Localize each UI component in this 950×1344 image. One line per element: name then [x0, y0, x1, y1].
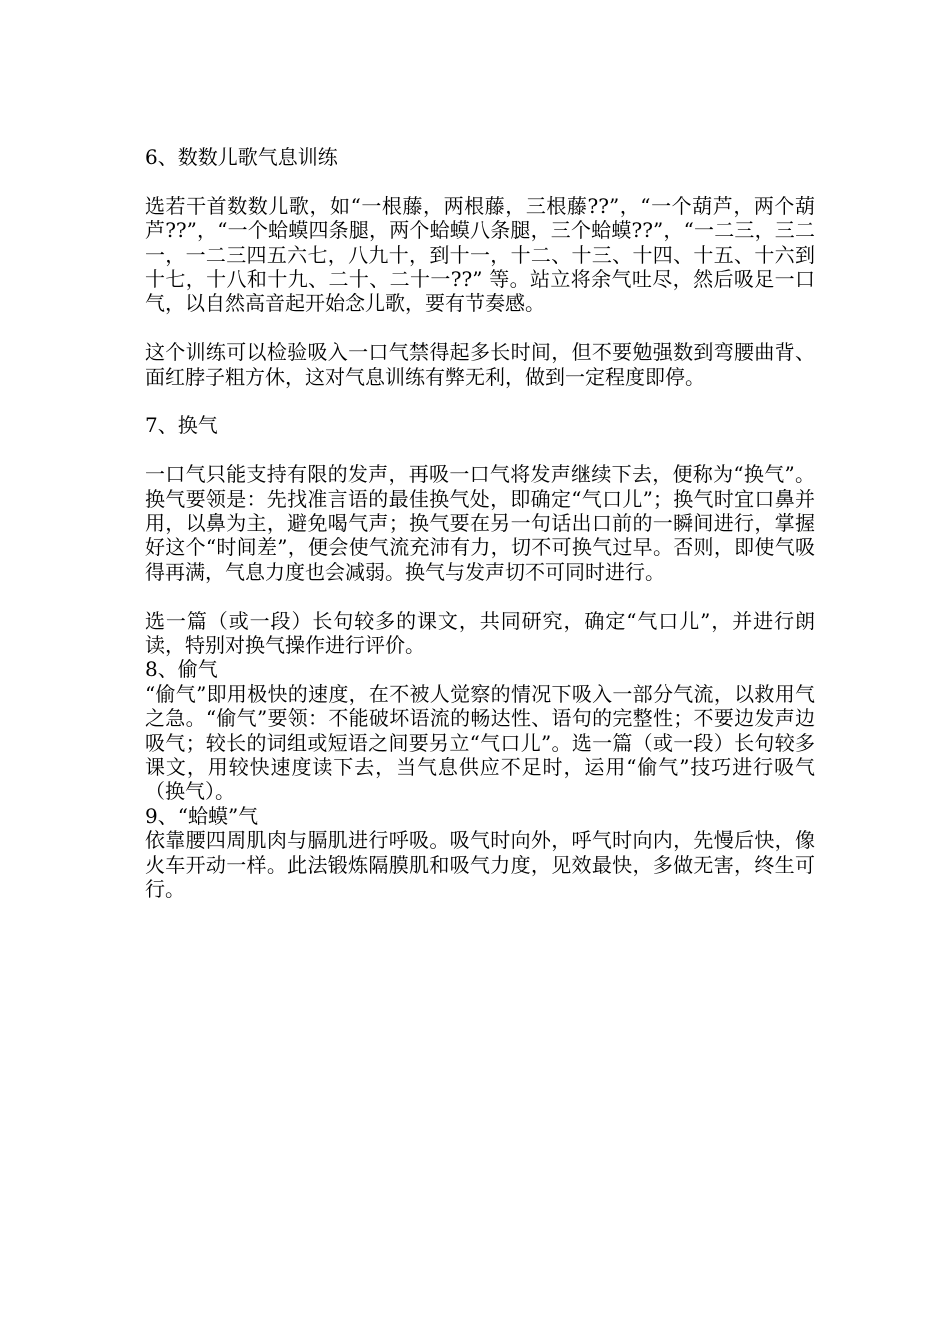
section-6-paragraph-1: 选若干首数数儿歌，如“一根藤，两根藤，三根藤??”，“一个葫芦，两个葫芦??”，“一个蛤蟆四条腿，两个蛤蟆八条腿，三个蛤蟆??”，“一二三，三二一，一二三四五六七，八九十，到十一，十二、十三、十四、十五、十六到十七，十八和十九、二十、二十一??” 等。站立将余气吐尽，然后吸足一口气，以自然高音起开始念儿歌，要有节奏感。 — [145, 193, 815, 316]
document-body — [145, 145, 815, 902]
section-7-paragraph-2: 选一篇（或一段）长句较多的课文，共同研究，确定“气口儿”，并进行朗读，特别对换气操作进行评价。 — [145, 608, 815, 658]
section-8-paragraph-1: “偷气”即用极快的速度，在不被人觉察的情况下吸入一部分气流，以救用气之急。“偷气”要领：不能破坏语流的畅达性、语句的完整性；不要边发声边吸气；较长的词组或短语之间要另立“气口儿”。选一篇（或一段）长句较多课文，用较快速度读下去，当气息供应不足时，运用“偷气”技巧进行吸气（换气）。 — [145, 681, 815, 804]
section-6-heading: 6、数数儿歌气息训练 — [145, 145, 338, 169]
section-9-heading: 9、“蛤蟆”气 — [145, 803, 259, 828]
paragraph-gap — [145, 316, 815, 340]
section-7-heading: 7、换气 — [145, 413, 218, 438]
section-9-paragraph-1: 依靠腰四周肌肉与膈肌进行呼吸。吸气时向外，呼气时向内，先慢后快，像火车开动一样。此法锻炼隔膜肌和吸气力度，见效最快，多做无害，终生可行。 — [145, 828, 815, 902]
section-7-paragraph-1: 一口气只能支持有限的发声，再吸一口气将发声继续下去，便称为“换气”。换气要领是：先找准言语的最佳换气处，即确定“气口儿”；换气时宜口鼻并用，以鼻为主，避免喝气声；换气要在另一句话出口前的一瞬间进行，掌握好这个“时间差”，便会使气流充沛有力，切不可换气过早。否则，即使气吸得再满，气息力度也会减弱。换气与发声切不可同时进行。 — [145, 462, 815, 584]
paragraph-gap — [145, 169, 815, 193]
paragraph-gap — [145, 584, 815, 608]
paragraph-gap — [145, 438, 815, 462]
section-6-paragraph-2: 这个训练可以检验吸入一口气禁得起多长时间，但不要勉强数到弯腰曲背、面红脖子粗方休，这对气息训练有弊无利，做到一定程度即停。 — [145, 340, 815, 389]
paragraph-gap — [145, 389, 815, 413]
section-8-heading: 8、偷气 — [145, 657, 218, 682]
